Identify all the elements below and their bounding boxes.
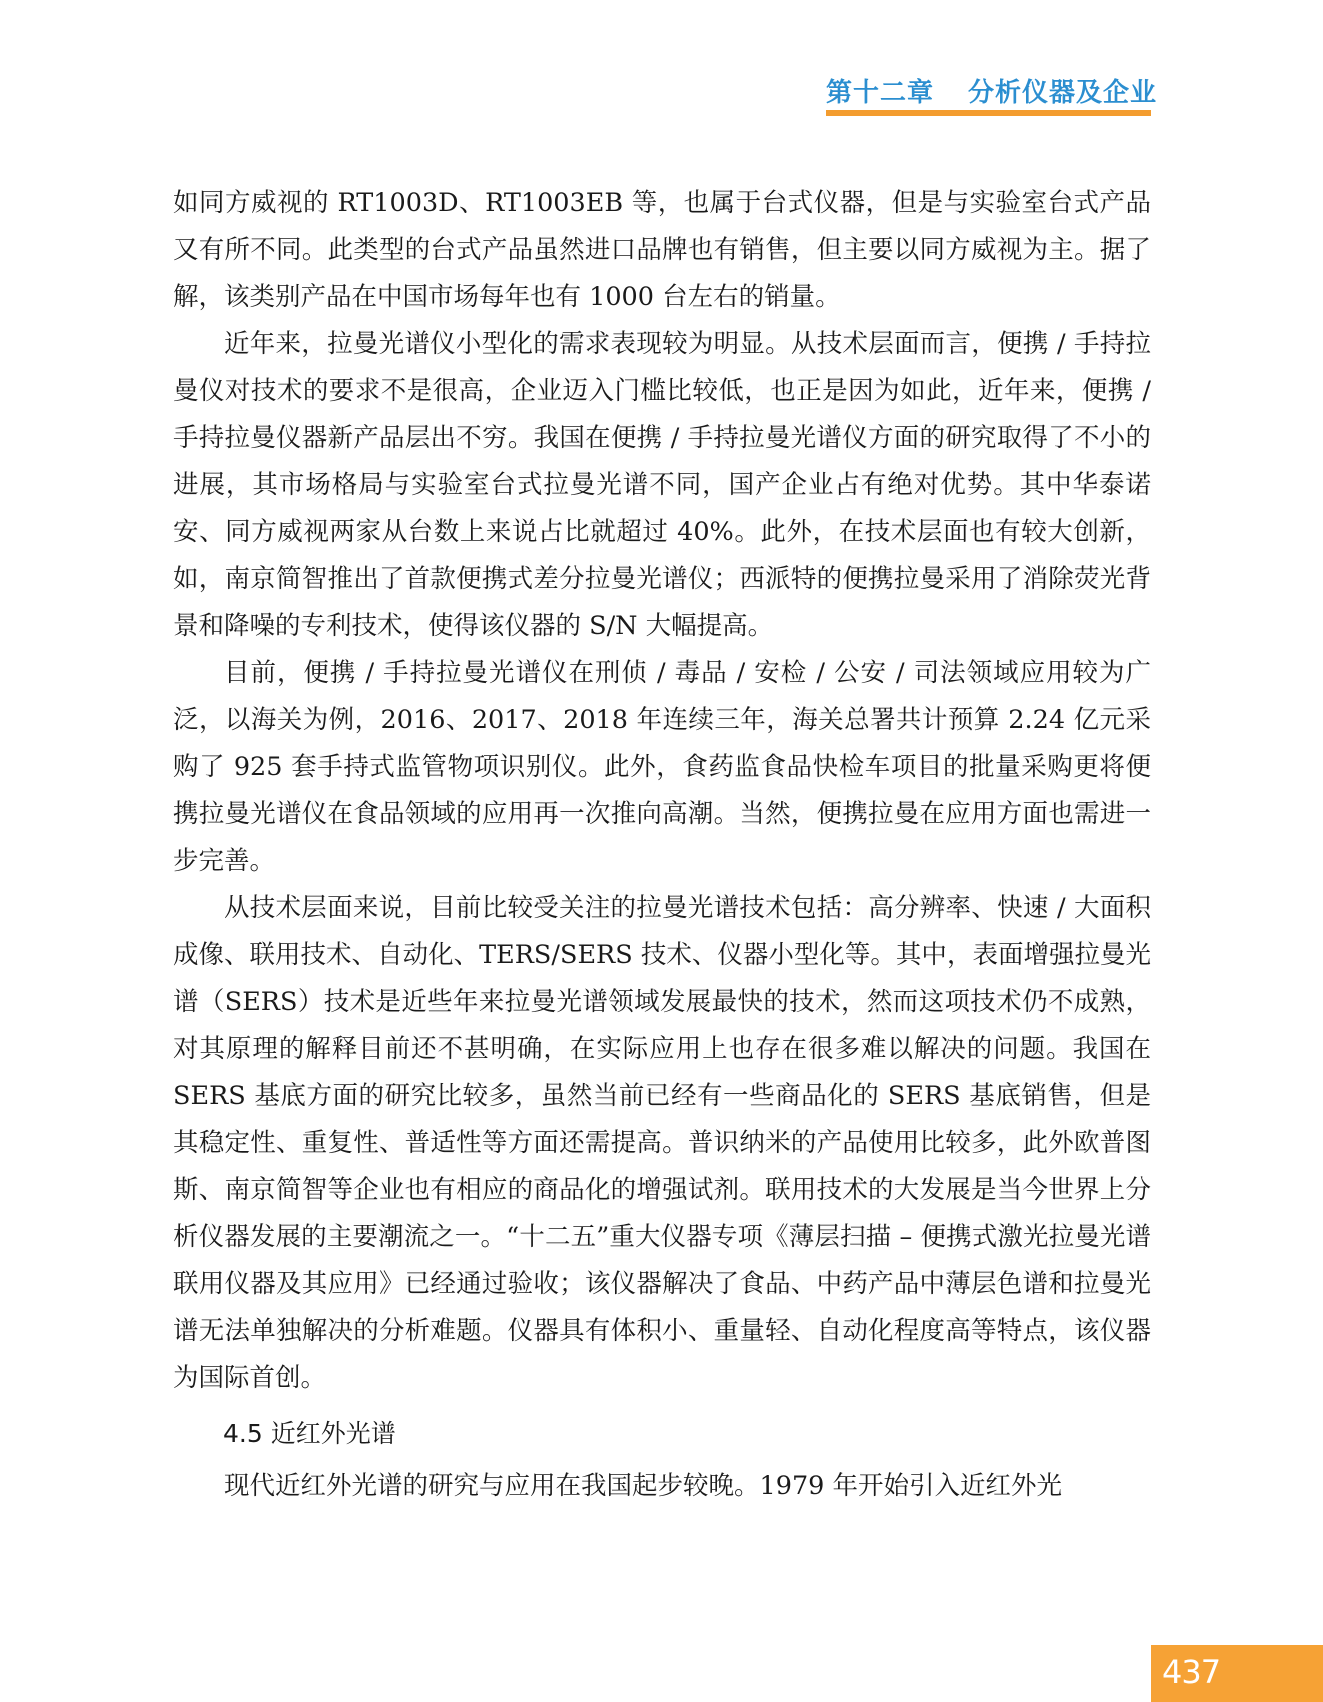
- paragraph-continued: 如同方威视的 RT1003D、RT1003EB 等，也属于台式仪器，但是与实验室台式产品又有所不同。此类型的台式产品虽然进口品牌也有销售，但主要以同方威视为主。据了解，该类别产品在中国市场每年也有 1000 台左右的销量。: [173, 188, 1151, 312]
- paragraph: 从技术层面来说，目前比较受关注的拉曼光谱技术包括：高分辨率、快速 / 大面积成像、联用技术、自动化、TERS/SERS 技术、仪器小型化等。其中，表面增强拉曼光谱（SERS）技术是近些年来拉曼光谱领域发展最快的技术，然而这项技术仍不成熟，对其原理的解释目前还不甚明确，在实际应用上也存在很多难以解决的问题。我国在 SERS 基底方面的研究比较多，虽然当前已经有一些商品化的 SERS 基底销售，但是其稳定性、重复性、普适性等方面还需提高。普识纳米的产品使用比较多，此外欧普图斯、南京简智等企业也有相应的商品化的增强试剂。联用技术的大发展是当今世界上分析仪器发展的主要潮流之一。“十二五”重大仪器专项《薄层扫描 – 便携式激光拉曼光谱联用仪器及其应用》已经通过验收；该仪器解决了食品、中药产品中薄层色谱和拉曼光谱无法单独解决的分析难题。仪器具有体积小、重量轻、自动化程度高等特点，该仪器为国际首创。: [173, 893, 1151, 1393]
- page-number-tab: [1151, 1645, 1323, 1702]
- paragraph: 现代近红外光谱的研究与应用在我国起步较晚。1979 年开始引入近红外光: [224, 1471, 1063, 1501]
- paragraph: 目前，便携 / 手持拉曼光谱仪在刑侦 / 毒品 / 安检 / 公安 / 司法领域应用较为广泛，以海关为例，2016、2017、2018 年连续三年，海关总署共计预算 2.24 亿元采购了 925 套手持式监管物项识别仪。此外，食药监食品快检车项目的批量采购更将便携拉曼光谱仪在食品领域的应用再一次推向高潮。当然，便携拉曼在应用方面也需进一步完善。: [173, 658, 1151, 876]
- running-header: [826, 70, 1158, 114]
- chapter-title: 分析仪器及企业: [968, 78, 1158, 108]
- header-underline: [826, 110, 1151, 116]
- paragraph: 近年来，拉曼光谱仪小型化的需求表现较为明显。从技术层面而言，便携 / 手持拉曼仪对技术的要求不是很高，企业迈入门槛比较低，也正是因为如此，近年来，便携 / 手持拉曼仪器新产品层出不穷。我国在便携 / 手持拉曼光谱仪方面的研究取得了不小的进展，其市场格局与实验室台式拉曼光谱不同，国产企业占有绝对优势。其中华泰诺安、同方威视两家从台数上来说占比就超过 40%。此外，在技术层面也有较大创新，如，南京简智推出了首款便携式差分拉曼光谱仪；西派特的便携拉曼采用了消除荧光背景和降噪的专利技术，使得该仪器的 S/N 大幅提高。: [173, 329, 1151, 641]
- header-text: [826, 72, 1158, 109]
- body-text: [173, 180, 1151, 1510]
- page-number: 437: [1162, 1653, 1221, 1691]
- chapter-number: 第十二章: [826, 78, 935, 108]
- section-heading: 4.5 近红外光谱: [223, 1419, 396, 1448]
